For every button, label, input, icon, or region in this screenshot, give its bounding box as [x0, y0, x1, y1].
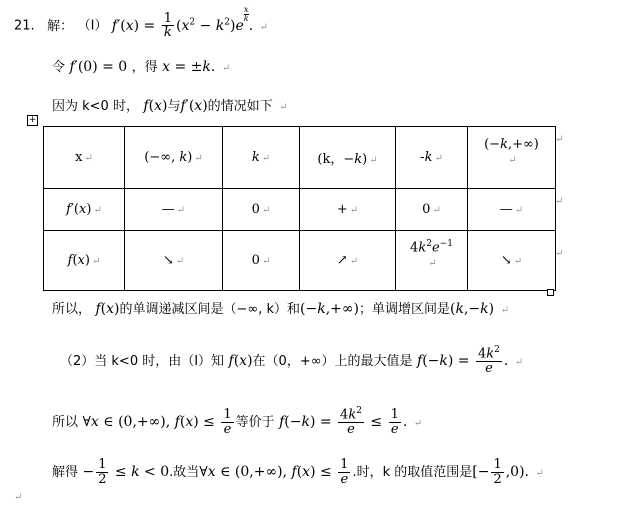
critical-prefix: 令: [52, 60, 66, 75]
header-neg-k: -k ↵: [396, 127, 468, 189]
row-f-cell: ↘ ↵: [125, 231, 223, 291]
row-fprime-cell: 0 ↵: [396, 189, 468, 231]
row-f-cell: ↗ ↵: [300, 231, 396, 291]
critical-mid: ，得: [131, 60, 158, 75]
row-f-cell: ↘ ↵: [468, 231, 556, 291]
decrease-arrow-icon: ↘: [162, 253, 174, 268]
variation-table: [43, 126, 556, 291]
because-text: 因为 k<0 时，: [52, 99, 139, 114]
table-move-handle-icon[interactable]: +: [28, 115, 37, 125]
critical-result: x = ±k: [162, 59, 211, 75]
paragraph-mark: ↵: [14, 492, 23, 503]
critical-equation: f′(0) = 0: [69, 59, 128, 75]
row-fprime-cell: 0 ↵: [223, 189, 300, 231]
increase-arrow-icon: ↗: [336, 253, 348, 268]
row-end-mark: ↵: [555, 196, 564, 207]
part1-label: （Ⅰ）: [77, 18, 108, 34]
row-end-mark: ↵: [555, 248, 564, 259]
solution-label: 解：: [47, 18, 74, 34]
table-row: [44, 231, 556, 291]
table-resize-handle[interactable]: [547, 289, 554, 296]
row-fprime-cell: + ↵: [300, 189, 396, 231]
row-end-mark: ↵: [555, 134, 564, 145]
problem-number: 21.: [14, 18, 35, 34]
table-row: [44, 127, 556, 189]
conclusion-line: 解得 − $\frac{1}{2}$ ≤ k < 0.故当∀x ∈ (0,+∞), f(x) ≤ $\frac{1}{e}$ .时，k 的取值范围是[− $\frac{1}{2}$ ,0). ↵: [52, 456, 544, 487]
because-fpx: f′(x): [180, 98, 208, 114]
header-interval-1: (−∞, k) ↵: [125, 127, 223, 189]
row-f-label: f(x) ↵: [44, 231, 125, 291]
critical-point-line: 令 f′(0) = 0 ，得 x = ±k. ↵: [52, 59, 231, 75]
row-f-cell: $4k^2e^{-1}$ ↵: [396, 231, 468, 291]
max-value: f(−k) = $\frac{4k^2}{e}$ .: [417, 345, 509, 377]
because-fx: f(x): [143, 98, 168, 114]
header-interval-2: (k，−k) ↵: [300, 127, 396, 189]
decrease-arrow-icon: ↘: [500, 253, 512, 268]
header-x: x ↵: [44, 127, 125, 189]
equivalence-line: 所以 ∀x ∈ (0,+∞), f(x) ≤ $\frac{1}{e}$ 等价于 f(−k) = $\frac{4k^2}{e}$ ≤ $\frac{1}{e}$ . ↵: [52, 406, 423, 438]
paragraph-mark: ↵: [259, 21, 268, 33]
row-fprime-label: f′(x) ↵: [44, 189, 125, 231]
derivative-equation: f′(x) = $\frac{1}{k}$ $(x^2 - k^2)e$ $^{\frac{x}{k}}$ .: [111, 4, 258, 41]
header-k: k ↵: [223, 127, 300, 189]
part1-derivative-line: [14, 4, 268, 40]
header-interval-3: (−k,+∞) ↵: [468, 127, 556, 189]
table-row: [44, 189, 556, 231]
row-fprime-cell: — ↵: [468, 189, 556, 231]
part2-line: （2）当 k<0 时，由（Ⅰ）知 f(x)在（0，+∞）上的最大值是 f(−k) = $\frac{4k^2}{e}$ . ↵: [60, 345, 524, 377]
row-fprime-cell: — ↵: [125, 189, 223, 231]
row-f-cell: 0 ↵: [223, 231, 300, 291]
final-answer: [− $\frac{1}{2}$ ,0).: [472, 456, 529, 487]
because-line: 因为 k<0 时， f(x)与f′(x)的情况如下 ↵: [52, 98, 288, 114]
monotonic-line: 所以， f(x)的单调递减区间是（−∞, k）和(−k,+∞)；单调增区间是(k,−k) ↵: [52, 301, 509, 317]
